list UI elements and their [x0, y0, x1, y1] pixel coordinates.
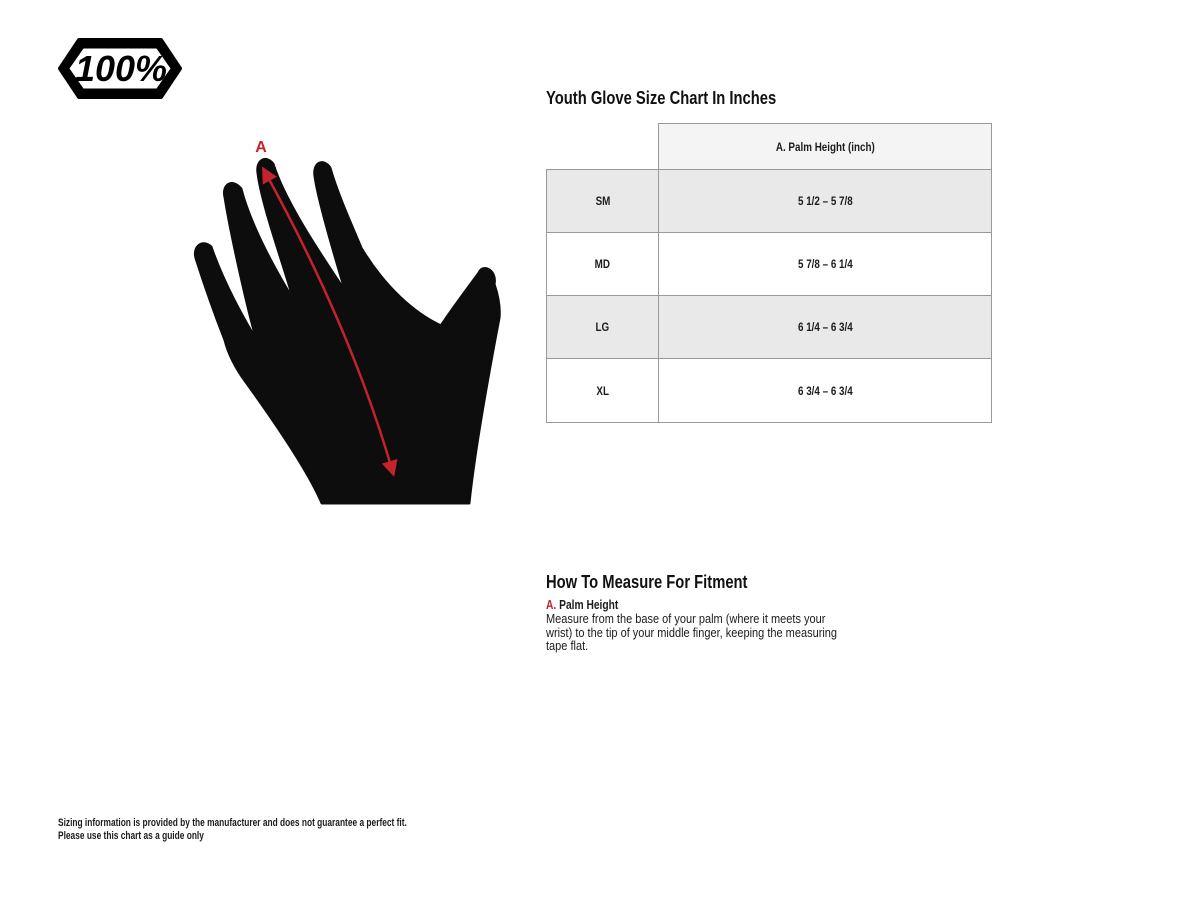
- palm-height-range: 6 3/4 – 6 3/4: [797, 383, 853, 398]
- how-to-measure-title: [546, 572, 792, 593]
- brand-logo-100percent: [58, 38, 182, 99]
- column-header-palm-height: A. Palm Height (inch): [775, 139, 875, 154]
- table-row-xl: [547, 359, 991, 422]
- table-row-sm: [547, 170, 991, 233]
- size-label: SM: [595, 194, 610, 208]
- measurement-description: Measure from the base of your palm (where it meets your wrist) to the tip of your middle finger, keeping the measuring tape flat.: [546, 612, 838, 653]
- disclaimer-line-2: Please use this chart as a guide only: [58, 830, 204, 842]
- size-chart-title-text: Youth Glove Size Chart In Inches: [546, 88, 777, 108]
- table-row-md: [547, 233, 991, 296]
- table-body: [546, 169, 992, 423]
- size-label: LG: [595, 320, 610, 334]
- table-header-row: [658, 123, 992, 169]
- palm-height-range: 6 1/4 – 6 3/4: [797, 320, 853, 334]
- item-letter: A.: [546, 598, 557, 612]
- measurement-label-a: A: [255, 139, 267, 156]
- size-label: XL: [596, 383, 609, 398]
- disclaimer: [58, 817, 517, 843]
- glove-silhouette: [195, 159, 499, 503]
- size-chart-title: [546, 88, 827, 109]
- how-to-measure-title-text: How To Measure For Fitment: [546, 572, 748, 592]
- size-label: MD: [594, 257, 611, 271]
- size-chart-table: [546, 123, 992, 423]
- table-row-lg: [547, 296, 991, 359]
- disclaimer-line-1: Sizing information is provided by the manufacturer and does not guarantee a perfect fit.: [58, 817, 407, 829]
- palm-height-range: 5 1/2 – 5 7/8: [797, 194, 853, 208]
- palm-height-range: 5 7/8 – 6 1/4: [797, 257, 853, 271]
- measurement-item-a: [546, 598, 634, 612]
- glove-measurement-diagram: [180, 128, 510, 513]
- item-title: Palm Height: [559, 598, 619, 612]
- logo-text: 100%: [75, 48, 167, 89]
